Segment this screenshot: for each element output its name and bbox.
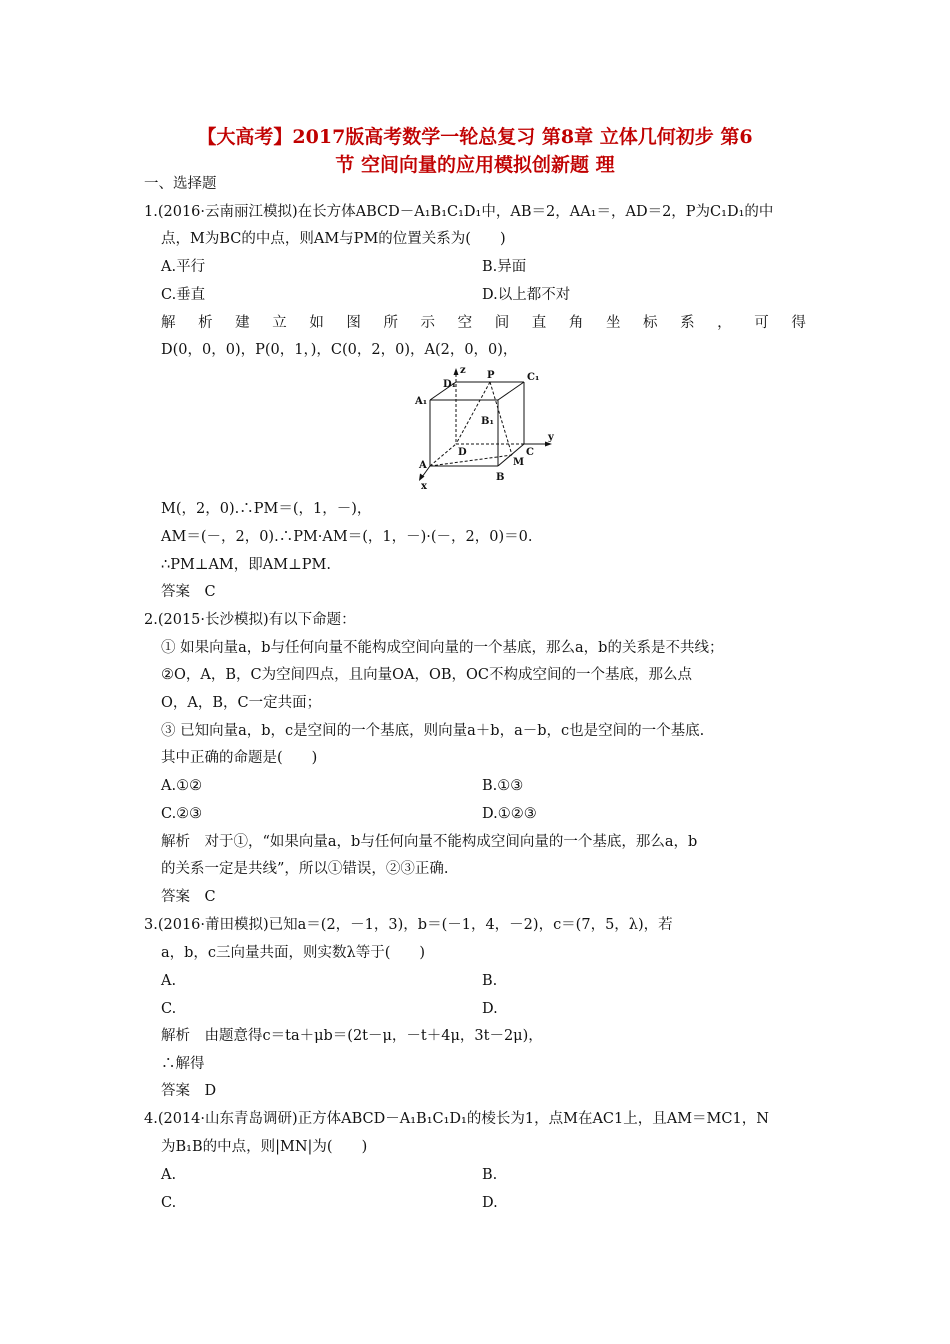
q3-option-b: B. [482,973,498,989]
analysis-char: 系 [680,315,695,331]
fig-label: P [487,370,495,381]
analysis-char: 空 [457,315,473,331]
fig-label: z [460,365,466,376]
analysis-char: 间 [494,315,510,331]
analysis-char: 建 [235,315,250,331]
q1-analysis-line-1 [161,313,806,333]
fig-label: A₁ [415,396,428,407]
q4-stem-line-1: 4.(2014·山东青岛调研)正方体ABCD－A₁B₁C₁D₁的棱长为1，点M在AC1上，且AM＝MC1，N [144,1111,769,1127]
analysis-char: 示 [420,315,436,331]
q3-solve: ∴解得 [161,1056,205,1072]
q2-proposition-2b: O，A，B，C一定共面； [161,695,322,711]
title-line-2: 节 空间向量的应用模拟创新题 理 [335,154,615,176]
q2-option-c: C.②③ [161,806,203,822]
title-line-1: 【大高考】2017版高考数学一轮总复习 第8章 立体几何初步 第6 [197,126,753,148]
edge [498,382,524,400]
q2-proposition-3: ③ 已知向量a，b，c是空间的一个基底，则向量a＋b，a－b，c也是空间的一个基底. [161,723,705,739]
q3-answer: 答案 D [161,1083,217,1099]
q1-stem-line-2: 点，M为BC的中点，则AM与PM的位置关系为( ) [161,231,506,247]
z-arrow [454,368,459,375]
analysis-char: 解 [161,315,176,331]
q1-option-d: D.以上都不对 [482,287,571,303]
q3-stem-line-1: 3.(2016·莆田模拟)已知a＝(2，－1，3)，b＝(－1，4，－2)，c＝(7，5，λ)，若 [144,917,673,933]
q2-option-d: D.①②③ [482,806,537,822]
fig-label: B [496,472,505,483]
analysis-char: 图 [346,315,361,331]
analysis-char: ， [717,315,732,331]
analysis-char: 得 [791,315,806,331]
q4-option-d: D. [482,1195,498,1211]
fig-label: C₁ [527,372,540,383]
q1-option-a: A.平行 [161,259,206,275]
q1-option-b: B.异面 [482,259,527,275]
fig-label: D₁ [443,379,457,390]
q4-option-b: B. [482,1167,498,1183]
q2-ask: 其中正确的命题是( ) [161,750,318,766]
fig-label: M [513,457,525,468]
q1-conclusion: ∴PM⊥AM，即AM⊥PM. [161,557,331,573]
document-title [110,123,840,179]
q3-stem-line-2: a，b，c三向量共面，则实数λ等于( ) [161,945,426,961]
analysis-char: 如 [309,315,324,331]
q1-answer: 答案 C [161,584,216,600]
q2-proposition-1: ① 如果向量a，b与任何向量不能构成空间向量的一个基底，那么a，b的关系是不共线； [161,640,724,656]
analysis-char: 标 [643,315,658,331]
fig-label: x [421,481,427,490]
analysis-char: 所 [383,315,398,331]
q3-option-d: D. [482,1001,498,1017]
q3-option-c: C. [161,1001,177,1017]
q4-stem-line-2: 为B₁B的中点，则|MN|为( ) [161,1139,368,1155]
analysis-char: 角 [568,315,584,331]
q2-proposition-2a: ②O，A，B，C为空间四点，且向量OA，OB，OC不构成空间的一个基底，那么点 [161,667,692,683]
cuboid-coordinate-figure [412,362,572,490]
q1-m-line: M(，2，0).∴PM＝(，1，－)， [161,501,372,517]
fig-label: A [419,460,427,471]
q2-stem: 2.(2015·长沙模拟)有以下命题： [144,612,356,628]
fig-label: C [526,447,534,458]
q3-analysis: 解析 由题意得c＝ta＋μb＝(2t－μ，－t＋4μ，3t－2μ)， [161,1028,543,1044]
q1-option-c: C.垂直 [161,287,206,303]
analysis-char: 析 [198,315,213,331]
fig-label: D [458,447,467,458]
fig-label: y [548,432,554,443]
fig-label: B₁ [481,416,494,427]
q1-stem-line-1: 1.(2016·云南丽江模拟)在长方体ABCD－A₁B₁C₁D₁中，AB＝2，AA₁＝，AD＝2，P为C₁D₁的中 [144,204,774,220]
q3-option-a: A. [161,973,177,989]
q2-analysis-line-2: 的关系一定是共线”，所以①错误，②③正确. [161,861,449,877]
analysis-char: 直 [531,315,547,331]
analysis-char: 立 [272,315,287,331]
q1-analysis-line-2: D(0，0，0)，P(0，1，)，C(0，2，0)，A(2，0，0)， [161,342,518,358]
q4-option-a: A. [161,1167,177,1183]
segment-pd [456,382,490,444]
q2-option-b: B.①③ [482,778,524,794]
section-heading: 一、选择题 [144,176,217,192]
q4-option-c: C. [161,1195,177,1211]
analysis-char: 坐 [605,315,621,331]
q1-am-line: AM＝(－，2，0).∴PM·AM＝(，1，－)·(－，2，0)＝0. [161,529,533,545]
q2-analysis-line-1: 解析 对于①，“如果向量a，b与任何向量不能构成空间向量的一个基底，那么a，b [161,834,698,850]
q2-option-a: A.①② [161,778,203,794]
q2-answer: 答案 C [161,889,216,905]
analysis-char: 可 [754,315,769,331]
